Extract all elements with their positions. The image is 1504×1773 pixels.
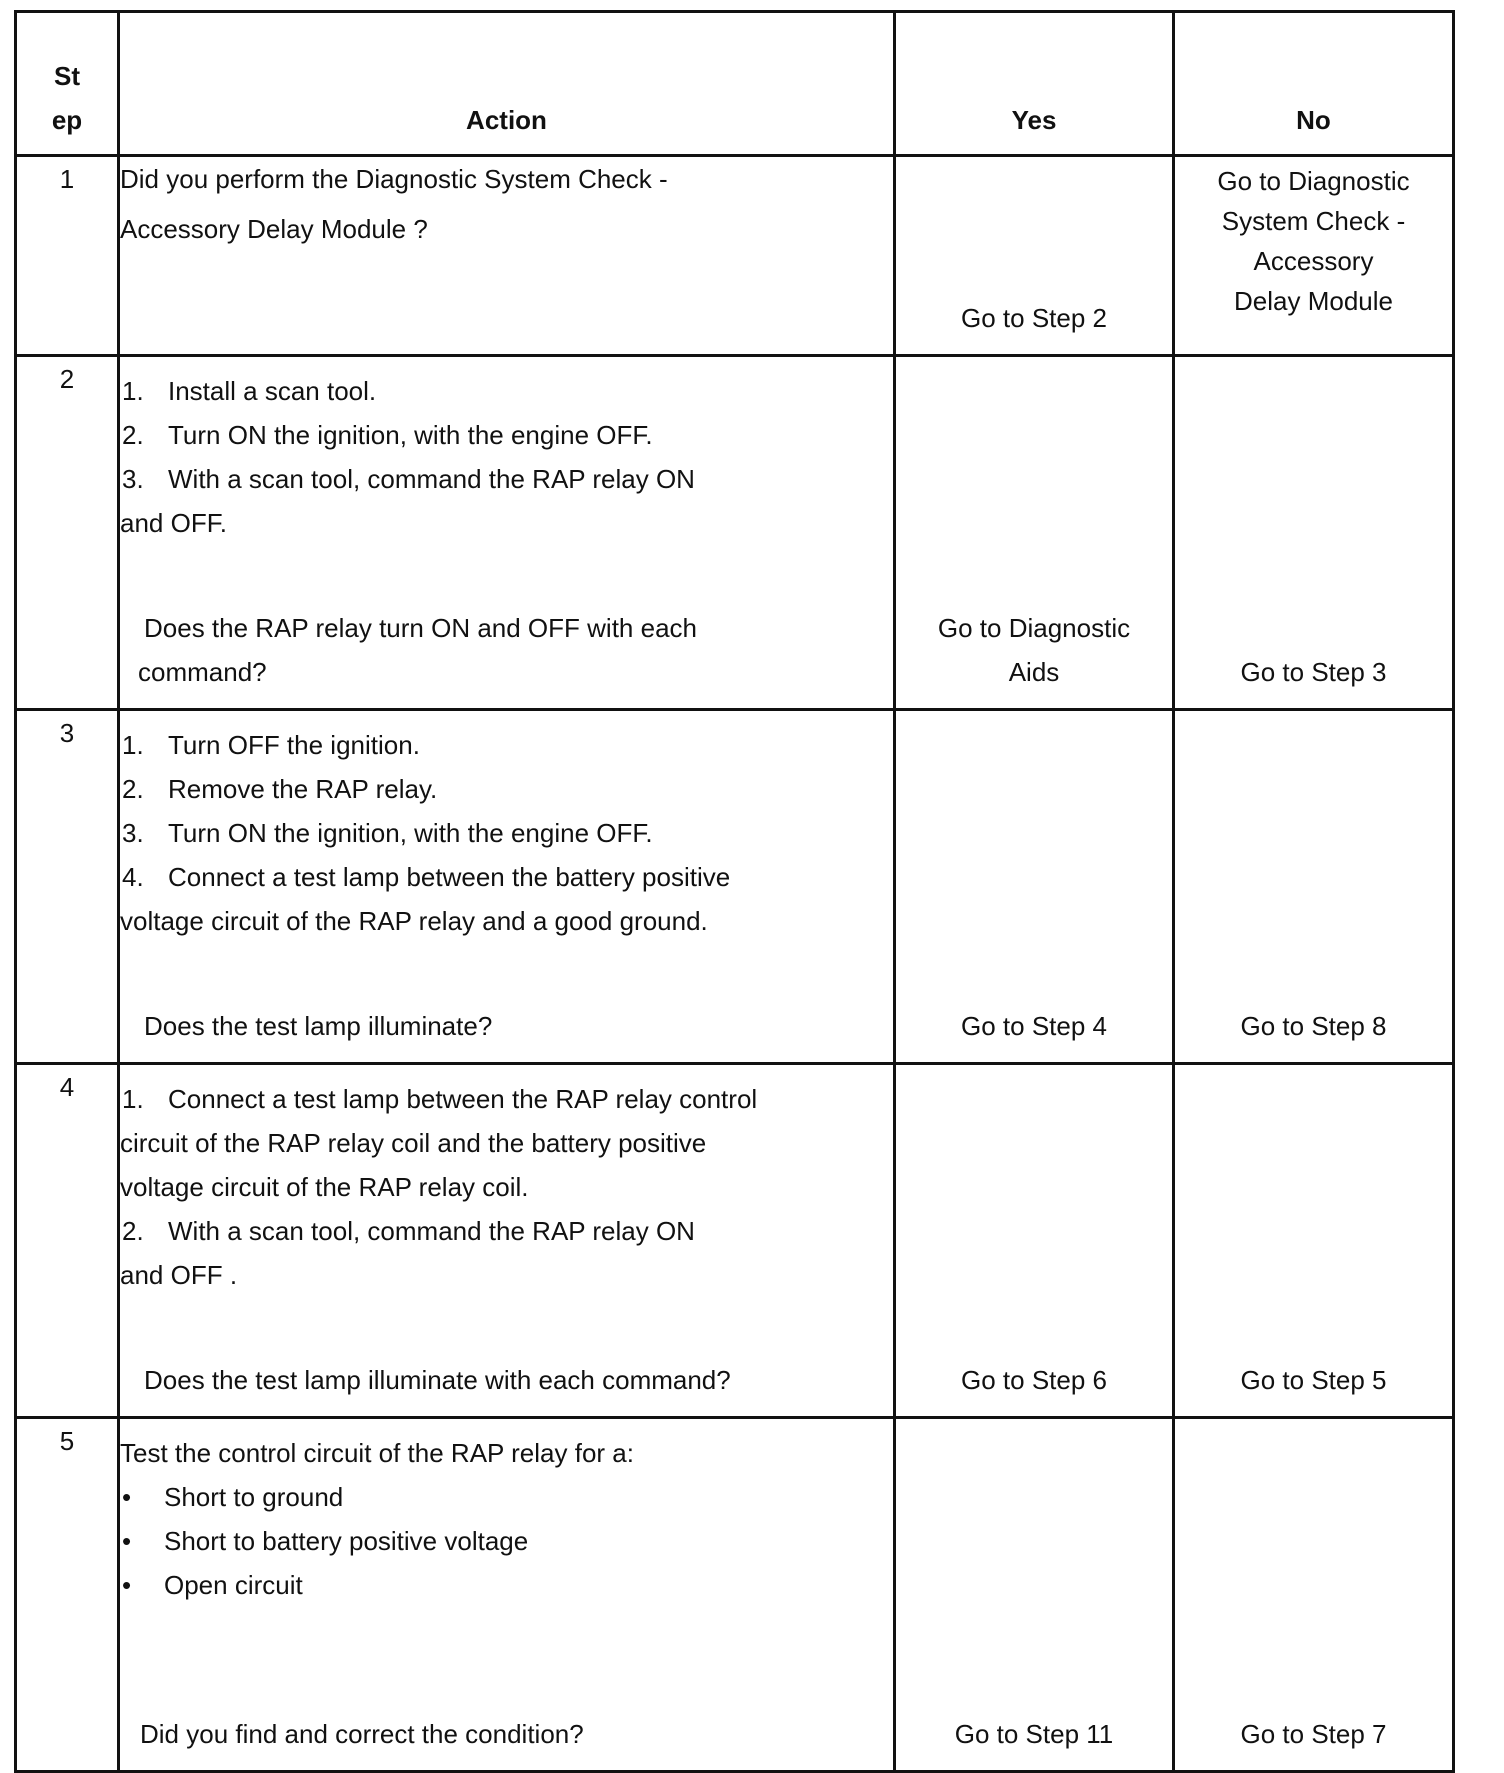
action-question: Does the test lamp illuminate? [144, 1011, 493, 1041]
action-item-continuation: voltage circuit of the RAP relay and a good ground. [120, 906, 708, 936]
no-result-line: System Check - [1221, 206, 1406, 236]
action-cell [119, 156, 895, 356]
step-number: 3 [16, 710, 119, 1064]
step-number: 4 [16, 1064, 119, 1418]
step-number: 1 [16, 156, 119, 356]
header-row [16, 12, 1454, 156]
no-result-line: Delay Module [1234, 286, 1393, 316]
no-result-line: Accessory [1253, 246, 1374, 276]
header-action: Action [119, 12, 895, 156]
action-item: 2. Turn ON the ignition, with the engine OFF. [122, 420, 653, 450]
header-step [16, 12, 119, 156]
action-item: 1. Turn OFF the ignition. [122, 730, 420, 760]
yes-result: Go to Diagnostic Aids [937, 613, 1131, 687]
action-line: Accessory Delay Module ? [120, 214, 428, 244]
action-item: 2. With a scan tool, command the RAP relay ON [122, 1216, 695, 1246]
yes-cell [895, 356, 1174, 710]
yes-cell [895, 1418, 1174, 1772]
action-item-continuation: and OFF . [120, 1260, 238, 1290]
table-row [16, 156, 1454, 356]
table-row [16, 356, 1454, 710]
no-cell [1174, 356, 1454, 710]
yes-cell [895, 1064, 1174, 1418]
table-row [16, 1064, 1454, 1418]
step-number: 2 [16, 356, 119, 710]
action-cell [119, 356, 895, 710]
action-bullet: • Open circuit [122, 1570, 303, 1600]
action-question: Does the RAP relay turn ON and OFF with each command? [138, 613, 697, 687]
action-intro: Test the control circuit of the RAP relay for a: [120, 1438, 634, 1468]
table-row [16, 710, 1454, 1064]
yes-result: Go to Step 11 [954, 1719, 1114, 1749]
table-row [16, 1418, 1454, 1772]
action-item: 4. Connect a test lamp between the battery positive [122, 862, 731, 892]
action-item: 3. With a scan tool, command the RAP relay ON [122, 464, 695, 494]
yes-result: Go to Step 2 [961, 303, 1107, 333]
yes-result: Go to Step 6 [961, 1365, 1107, 1395]
action-cell [119, 1418, 895, 1772]
action-line: Did you perform the Diagnostic System Check - [120, 164, 668, 194]
action-item: 2. Remove the RAP relay. [122, 774, 438, 804]
yes-cell [895, 710, 1174, 1064]
header-step-line2: ep [51, 105, 83, 135]
header-step-line1: St [54, 61, 80, 91]
no-cell [1174, 710, 1454, 1064]
no-result: Go to Step 5 [1240, 1365, 1387, 1395]
diagnostic-table [14, 10, 1455, 1773]
no-cell [1174, 1064, 1454, 1418]
yes-cell [895, 156, 1174, 356]
action-cell [119, 710, 895, 1064]
no-result-line: Go to Diagnostic [1217, 166, 1410, 196]
action-item: 1. Install a scan tool. [122, 376, 377, 406]
yes-result: Go to Step 4 [961, 1011, 1107, 1041]
no-result: Go to Step 3 [1240, 657, 1387, 687]
header-yes: Yes [895, 12, 1174, 156]
action-item: 3. Turn ON the ignition, with the engine OFF. [122, 818, 653, 848]
action-item-continuation: circuit of the RAP relay coil and the battery positive [120, 1128, 707, 1158]
no-result: Go to Step 7 [1240, 1719, 1387, 1749]
header-no: No [1174, 12, 1454, 156]
action-cell [119, 1064, 895, 1418]
no-cell [1174, 1418, 1454, 1772]
action-question: Did you find and correct the condition? [140, 1719, 584, 1749]
action-question: Does the test lamp illuminate with each command? [144, 1365, 731, 1395]
action-bullet: • Short to ground [122, 1482, 344, 1512]
action-item-continuation: and OFF. [120, 508, 227, 538]
action-bullet: • Short to battery positive voltage [122, 1526, 529, 1556]
action-item: 1. Connect a test lamp between the RAP relay control [122, 1084, 758, 1114]
step-number: 5 [16, 1418, 119, 1772]
action-item-continuation: voltage circuit of the RAP relay coil. [120, 1172, 529, 1202]
no-result: Go to Step 8 [1240, 1011, 1387, 1041]
no-cell [1174, 156, 1454, 356]
